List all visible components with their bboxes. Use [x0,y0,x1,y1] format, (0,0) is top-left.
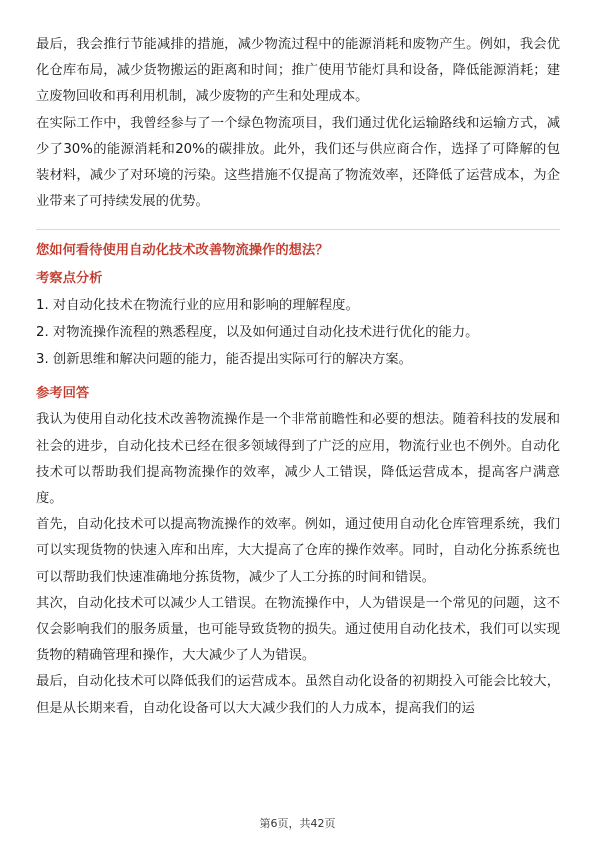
page-content [36,32,560,722]
section-divider [36,229,560,230]
analysis-item: 1. 对自动化技术在物流行业的应用和影响的理解程度。 [36,298,359,314]
answer-paragraph: 其次，自动化技术可以减少人工错误。在物流操作中，人为错误是一个常见的问题，这不仅会影响我们的服务质量，也可能导致货物的损失。通过使用自动化技术，我们可以实现货物的精确管理和操作，大大减少了人为错误。 [36,595,560,664]
answer-paragraph: 首先，自动化技术可以提高物流操作的效率。例如，通过使用自动化仓库管理系统，我们可以实现货物的快速入库和出库，大大提高了仓库的操作效率。同时，自动化分拣系统也可以帮助我们快速准确地分拣货物，减少了人工分拣的时间和错误。 [36,517,560,585]
answer-paragraph: 最后，自动化技术可以降低我们的运营成本。虽然自动化设备的初期投入可能会比较大，但是从长期来看，自动化设备可以大大减少我们的人力成本，提高我们的运 [36,674,560,716]
answer-paragraph: 我认为使用自动化技术改善物流操作是一个非常前瞻性和必要的想法。随着科技的发展和社会的进步，自动化技术已经在很多领域得到了广泛的应用，物流行业也不例外。自动化技术可以帮助我们提高物流操作的效率，减少人工错误，降低运营成本，提高客户满意度。 [36,412,560,507]
analysis-item: 3. 创新思维和解决问题的能力，能否提出实际可行的解决方案。 [36,352,412,368]
intro-paragraph-1: 最后，我会推行节能减排的措施，减少物流过程中的能源消耗和废物产生。例如，我会优化仓库布局，减少货物搬运的距离和时间；推广使用节能灯具和设备，降低能源消耗；建立废物回收和再利用机制，减少废物的产生和处理成本。 [36,37,560,105]
page-number: 第6页，共42页 [259,817,336,830]
answer-heading: 参考回答 [36,386,90,402]
analysis-item: 2. 对物流操作流程的熟悉程度，以及如何通过自动化技术进行优化的能力。 [36,325,479,341]
intro-paragraph-2: 在实际工作中，我曾经参与了一个绿色物流项目，我们通过优化运输路线和运输方式，减少了30%的能源消耗和20%的碳排放。此外，我们还与供应商合作，选择了可降解的包装材料，减少了对环境的污染。这些措施不仅提高了物流效率，还降低了运营成本，为企业带来了可持续发展的优势。 [36,115,560,210]
question-title: 您如何看待使用自动化技术改善物流操作的想法？ [36,243,329,259]
analysis-heading: 考察点分析 [36,271,103,287]
